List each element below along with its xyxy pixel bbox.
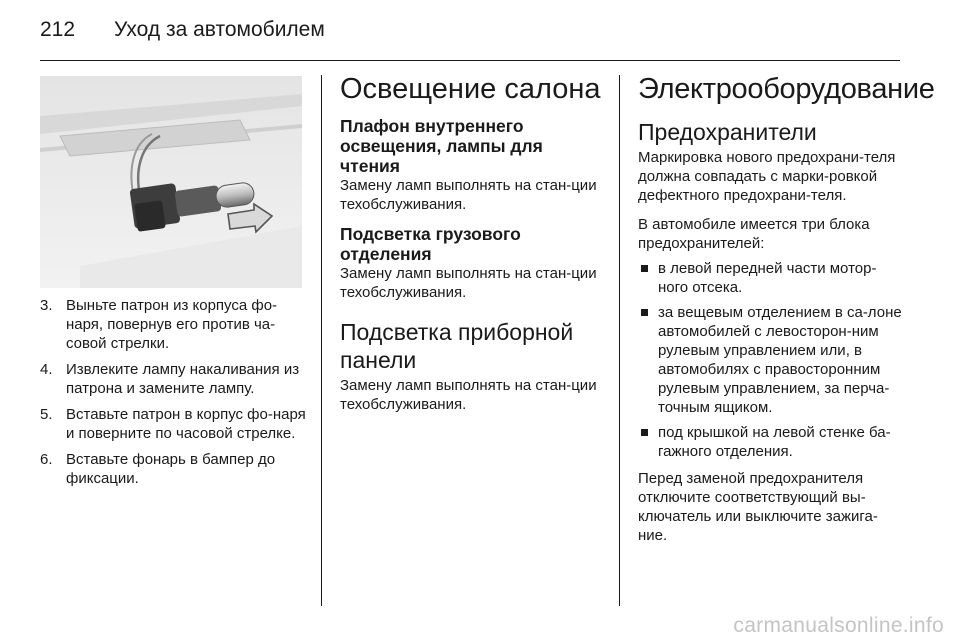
chapter-title: Уход за автомобилем: [114, 18, 325, 41]
subsection-text: Замену ламп выполнять на стан-ции техобслуживания.: [340, 177, 597, 213]
list-item: [40, 296, 306, 353]
bullet-text: за вещевым отделением в са-лоне автомобилей с левосторон-ним рулевым управлением или, в автомобилях с правосторонним рулевым управлением, за перча-точным ящиком.: [658, 304, 902, 416]
bullet-icon: [640, 259, 650, 297]
step-number: 6.: [40, 451, 53, 468]
section-title-interior-lighting: Освещение салона: [340, 73, 601, 105]
subsection-heading-cargo-light: Подсветка грузового отделения: [340, 224, 521, 264]
list-item: [40, 405, 306, 443]
step-text: Вставьте патрон в корпус фо-наря и поверните по часовой стрелке.: [66, 406, 306, 442]
list-item: [40, 450, 306, 488]
column-divider-1: [321, 75, 322, 606]
section-title-dashboard-lighting: Подсветка приборной панели: [340, 319, 574, 373]
paragraph: В автомобиле имеется три блока предохранителей:: [638, 216, 870, 252]
page-number: 212: [40, 18, 76, 41]
list-item: [638, 259, 904, 297]
bullet-text: под крышкой на левой стенке ба-гажного отделения.: [658, 424, 891, 460]
section-title-electrical: Электрооборудование: [638, 73, 935, 105]
fuse-box-list: [638, 259, 904, 461]
step-text: Извлеките лампу накаливания из патрона и замените лампу.: [66, 361, 300, 397]
step-text: Выньте патрон из корпуса фо-наря, повернув его против ча-совой стрелки.: [66, 297, 278, 352]
step-number: 5.: [40, 406, 53, 423]
bullet-text: в левой передней части мотор-ного отсека.: [658, 260, 877, 296]
subsection-heading-ceiling-lamp: Плафон внутреннего освещения, лампы для чтения: [340, 116, 543, 176]
subsection-text: Замену ламп выполнять на стан-ции техобслуживания.: [340, 377, 597, 413]
list-item: [638, 423, 904, 461]
header-rule: [40, 60, 900, 61]
step-number: 4.: [40, 361, 53, 378]
section-title-fuses: Предохранители: [638, 119, 817, 145]
paragraph: Маркировка нового предохрани-теля должна совпадать с марки-ровкой дефектного предохрани-теля.: [638, 149, 896, 204]
column-1: [40, 296, 306, 495]
step-text: Вставьте фонарь в бампер до фиксации.: [66, 451, 276, 487]
column-2: [340, 72, 606, 424]
page-header: [40, 18, 325, 42]
step-list: [40, 296, 306, 488]
bullet-icon: [640, 303, 650, 417]
bullet-icon: [640, 423, 650, 461]
lamp-holder-figure: [40, 76, 302, 288]
list-item: [638, 303, 904, 417]
watermark: carmanualsonline.info: [733, 614, 944, 637]
subsection-text: Замену ламп выполнять на стан-ции техобслуживания.: [340, 265, 597, 301]
lamp-holder-removal-illustration: [40, 76, 302, 288]
column-3: [638, 72, 935, 555]
step-number: 3.: [40, 297, 53, 314]
column-divider-2: [619, 75, 620, 606]
list-item: [40, 360, 306, 398]
paragraph: Перед заменой предохранителя отключите соответствующий вы-ключатель или выключите зажига-ние.: [638, 470, 878, 544]
